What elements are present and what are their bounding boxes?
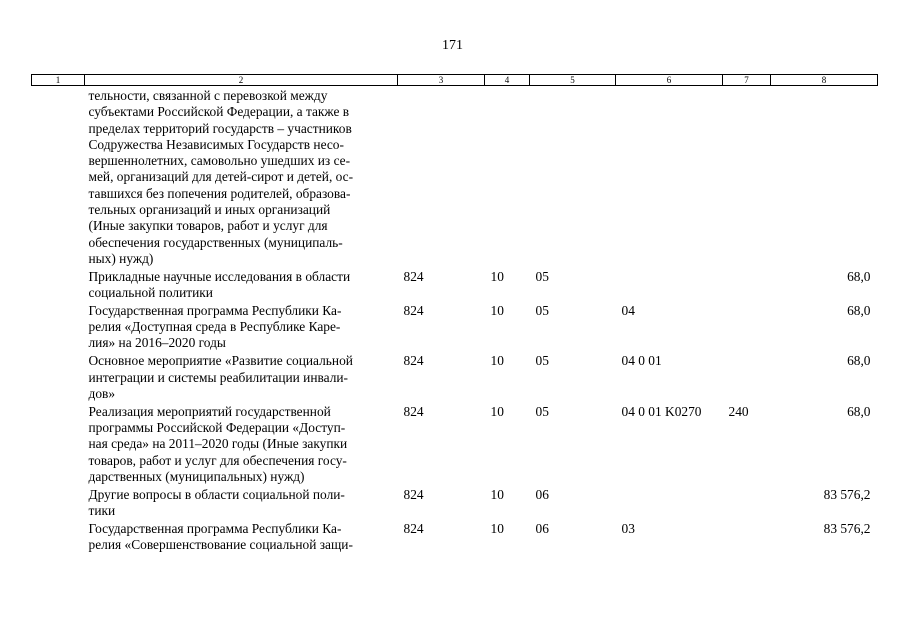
item-name-line: Государственная программа Республики Ка- — [88, 302, 342, 318]
admin-code-cell: 824 — [403, 486, 424, 502]
expense-type-cell — [723, 353, 771, 403]
expense-type-cell — [723, 521, 771, 555]
item-name-line: релия «Доступная среда в Республике Каре- — [88, 319, 341, 335]
column-number-row — [32, 75, 878, 86]
column-number: 5 — [530, 75, 616, 86]
item-name-line: мей, организаций для детей-сирот и детей, ос- — [88, 169, 354, 185]
subsection-cell — [530, 86, 616, 269]
amount-cell: 68,0 — [847, 268, 871, 284]
admin-code-cell: 824 — [403, 353, 424, 369]
admin-code-cell: 824 — [403, 268, 424, 284]
item-name-line: пределах территорий государств – участников — [88, 120, 352, 136]
subsection-cell: 05 — [535, 302, 549, 318]
item-name-line: вершеннолетних, самовольно ушедших из се- — [88, 153, 351, 169]
item-name-line: Основное мероприятие «Развитие социальной — [88, 353, 353, 369]
item-name-line: обеспечения государственных (муниципаль- — [88, 234, 343, 250]
row-number-cell — [32, 487, 85, 521]
table-body — [32, 86, 878, 555]
item-name-cell — [85, 404, 398, 487]
item-name-line: ных) нужд) — [88, 250, 154, 266]
section-cell: 10 — [490, 520, 504, 536]
subsection-cell: 05 — [535, 268, 549, 284]
expense-type-cell — [723, 303, 771, 353]
amount-cell: 83 576,2 — [823, 486, 871, 502]
target-article-cell — [616, 487, 723, 521]
table-row — [32, 521, 878, 555]
item-name-line: релия «Совершенствование социальной защи- — [88, 537, 353, 553]
admin-code-cell: 824 — [403, 302, 424, 318]
target-article-cell — [616, 86, 723, 269]
item-name-cell — [85, 303, 398, 353]
item-name-line: социальной политики — [88, 285, 213, 301]
section-cell: 10 — [490, 403, 504, 419]
row-number-cell — [32, 303, 85, 353]
item-name-line: (Иные закупки товаров, работ и услуг для — [88, 218, 328, 234]
row-number-cell — [32, 521, 85, 555]
expense-type-cell — [723, 487, 771, 521]
amount-cell: 83 576,2 — [823, 520, 871, 536]
item-name-line: лия» на 2016–2020 годы — [88, 335, 226, 351]
subsection-cell: 05 — [535, 353, 549, 369]
target-article-cell: 04 0 01 K0270 — [621, 403, 702, 419]
item-name-line: программы Российской Федерации «Доступ- — [88, 419, 346, 435]
page-number: 171 — [442, 38, 463, 53]
row-number-cell — [32, 269, 85, 303]
admin-code-cell: 824 — [403, 520, 424, 536]
item-name-cell — [85, 86, 398, 269]
item-name-line: тельности, связанной с перевозкой между — [88, 88, 328, 103]
table-row — [32, 303, 878, 353]
item-name-line: тики — [88, 502, 116, 518]
target-article-cell: 04 — [621, 302, 635, 318]
column-number: 6 — [616, 75, 723, 86]
column-number: 3 — [398, 75, 485, 86]
subsection-cell: 05 — [535, 403, 549, 419]
column-number: 4 — [485, 75, 530, 86]
row-number-cell — [32, 404, 85, 487]
item-name-line: Другие вопросы в области социальной поли- — [88, 486, 345, 502]
section-cell: 10 — [490, 302, 504, 318]
item-name-line: товаров, работ и услуг для обеспечения госу- — [88, 452, 347, 468]
item-name-cell — [85, 521, 398, 555]
amount-cell: 68,0 — [847, 403, 871, 419]
column-number: 7 — [723, 75, 771, 86]
table-row — [32, 404, 878, 487]
table-row — [32, 487, 878, 521]
expense-type-cell — [723, 86, 771, 269]
item-name-line: Реализация мероприятий государственной — [88, 403, 331, 419]
item-name-line: тавшихся без попечения родителей, образова- — [88, 185, 351, 201]
item-name-line: интеграции и системы реабилитации инвали- — [88, 369, 349, 385]
amount-cell — [771, 86, 878, 269]
expense-type-cell: 240 — [728, 403, 749, 419]
item-name-line: дарственных (муниципальных) нужд) — [88, 468, 305, 484]
subsection-cell: 06 — [535, 520, 549, 536]
item-name-cell — [85, 353, 398, 403]
item-name-cell — [85, 269, 398, 303]
amount-cell: 68,0 — [847, 353, 871, 369]
item-name-cell — [85, 487, 398, 521]
section-cell: 10 — [490, 268, 504, 284]
item-name-line: дов» — [88, 385, 116, 401]
admin-code-cell: 824 — [403, 403, 424, 419]
amount-cell: 68,0 — [847, 302, 871, 318]
item-name-line: ная среда» на 2011–2020 годы (Иные закупки — [88, 436, 348, 452]
expense-type-cell — [723, 269, 771, 303]
budget-table — [31, 74, 878, 555]
target-article-cell — [616, 269, 723, 303]
table-header — [32, 75, 878, 86]
column-number: 8 — [771, 75, 878, 86]
row-number-cell — [32, 353, 85, 403]
target-article-cell: 04 0 01 — [621, 353, 662, 369]
table-row — [32, 353, 878, 403]
item-name-line: Содружества Независимых Государств несо- — [88, 136, 344, 152]
column-number: 2 — [85, 75, 398, 86]
section-cell — [485, 86, 530, 269]
item-name-line: субъектами Российской Федерации, а также в — [88, 104, 350, 120]
table-row — [32, 86, 878, 269]
target-article-cell: 03 — [621, 520, 635, 536]
subsection-cell: 06 — [535, 486, 549, 502]
admin-code-cell — [398, 86, 485, 269]
item-name-line: Прикладные научные исследования в области — [88, 268, 351, 284]
item-name-line: тельных организаций и иных организаций — [88, 202, 331, 218]
section-cell: 10 — [490, 486, 504, 502]
row-number-cell — [32, 86, 85, 269]
section-cell: 10 — [490, 353, 504, 369]
column-number: 1 — [32, 75, 85, 86]
table-row — [32, 269, 878, 303]
item-name-line: Государственная программа Республики Ка- — [88, 520, 342, 536]
